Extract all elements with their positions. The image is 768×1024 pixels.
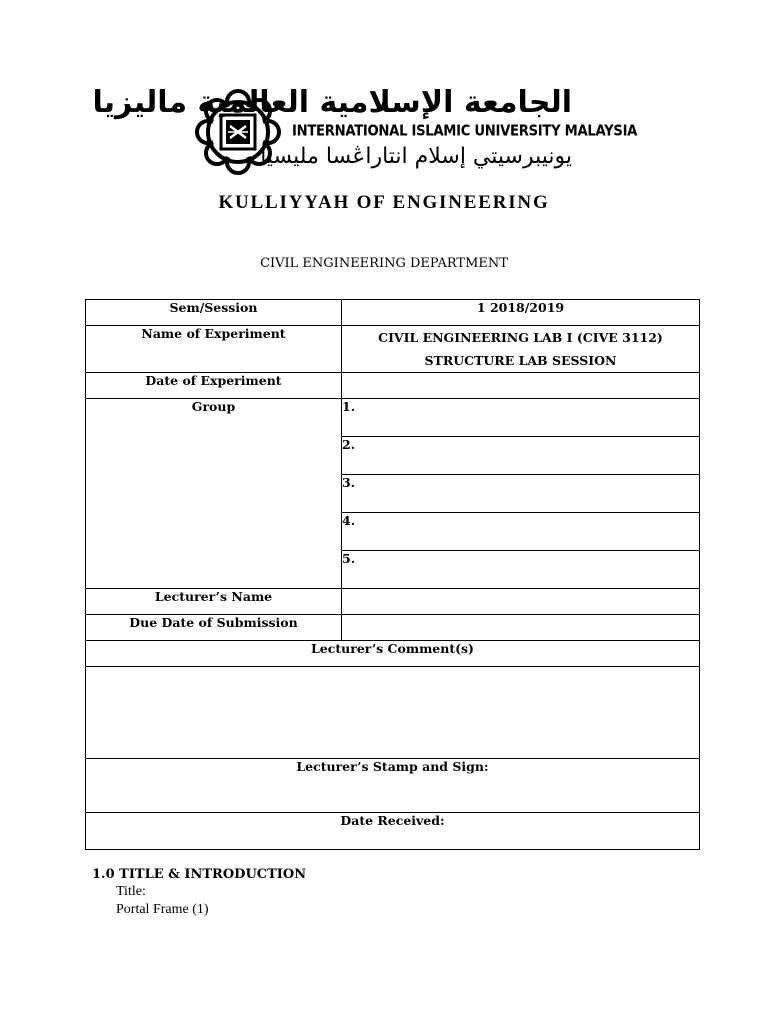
- date-received-label: Date Received:: [86, 813, 700, 850]
- group-member-5[interactable]: 5.: [342, 551, 700, 589]
- experiment-date-label: Date of Experiment: [86, 373, 342, 399]
- lecturer-comments-label: Lecturer’s Comment(s): [86, 641, 700, 667]
- table-row: [86, 813, 700, 850]
- experiment-session: STRUCTURE LAB SESSION: [424, 353, 617, 368]
- table-row: [86, 373, 700, 399]
- sem-session-label: Sem/Session: [86, 300, 342, 326]
- stamp-and-sign-label: Lecturer’s Stamp and Sign:: [86, 759, 700, 813]
- title-label: Title:: [116, 884, 146, 899]
- experiment-name-value: [342, 326, 700, 373]
- table-row: [86, 615, 700, 641]
- sem-session-value: 1 2018/2019: [342, 300, 700, 326]
- lecturer-comments-field[interactable]: [86, 667, 700, 759]
- group-member-3[interactable]: 3.: [342, 475, 700, 513]
- university-english-name: INTERNATIONAL ISLAMIC UNIVERSITY MALAYSIA: [292, 122, 638, 141]
- university-arabic-name: الجامعة الإسلامية العالمية ماليزيا: [92, 85, 572, 120]
- section-heading: 1.0 TITLE & INTRODUCTION: [92, 867, 307, 882]
- group-member-1[interactable]: 1.: [342, 399, 700, 437]
- group-member-4[interactable]: 4.: [342, 513, 700, 551]
- experiment-course: CIVIL ENGINEERING LAB I (CIVE 3112): [378, 330, 663, 345]
- table-row: [86, 326, 700, 373]
- title-value: Portal Frame (1): [116, 902, 209, 917]
- lecturer-name-label: Lecturer’s Name: [86, 589, 342, 615]
- table-row: [86, 641, 700, 667]
- university-logo: [92, 85, 638, 178]
- group-member-2[interactable]: 2.: [342, 437, 700, 475]
- group-label: Group: [86, 399, 342, 589]
- due-date-field[interactable]: [342, 615, 700, 641]
- lecturer-name-field[interactable]: [342, 589, 700, 615]
- due-date-label: Due Date of Submission: [86, 615, 342, 641]
- table-row: [86, 667, 700, 759]
- university-jawi-name: يونيبرسيتي إسلام انتاراڠسا مليسيا: [260, 144, 572, 169]
- table-row: [86, 589, 700, 615]
- cover-sheet-table: [85, 299, 700, 850]
- table-row: [86, 300, 700, 326]
- experiment-date-field[interactable]: [342, 373, 700, 399]
- table-row: [86, 399, 700, 437]
- experiment-name-label: Name of Experiment: [86, 326, 342, 373]
- department-title: CIVIL ENGINEERING DEPARTMENT: [260, 256, 508, 271]
- table-row: [86, 759, 700, 813]
- faculty-title: KULLIYYAH OF ENGINEERING: [218, 192, 550, 213]
